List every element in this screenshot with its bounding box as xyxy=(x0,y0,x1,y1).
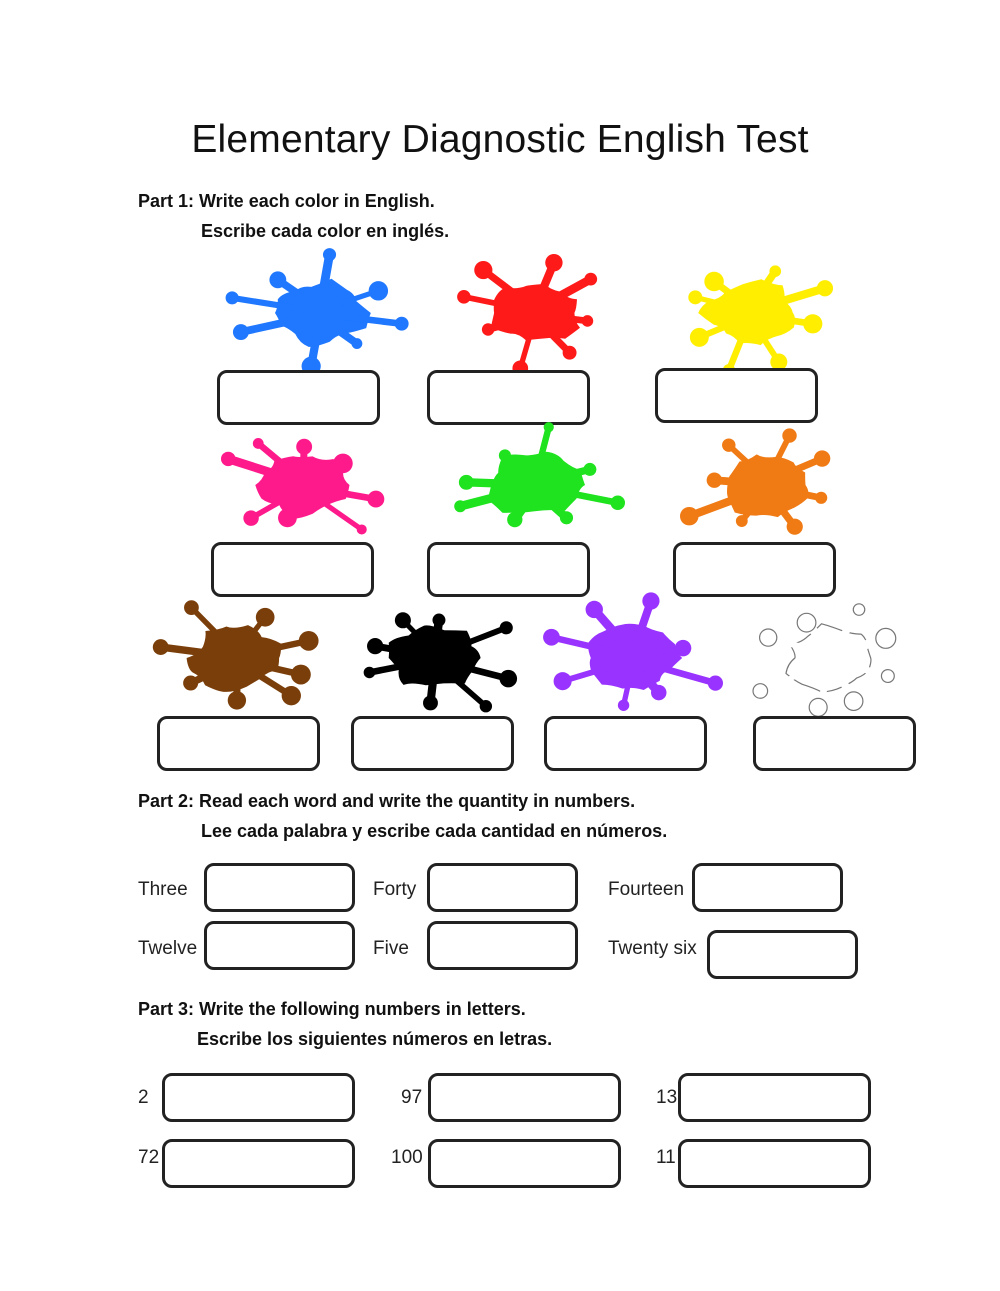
part1-subheading: Escribe cada color en inglés. xyxy=(201,221,450,241)
black-splat-drop xyxy=(395,612,411,628)
green-splat-drop xyxy=(507,512,522,527)
color-answer-blue[interactable] xyxy=(217,370,380,425)
part2-subheading: Lee cada palabra y escribe cada cantidad en números. xyxy=(201,821,668,841)
orange-splat-drop xyxy=(815,492,827,504)
brown-splat-drop xyxy=(153,639,169,655)
color-answer-pink[interactable] xyxy=(211,542,374,597)
blue-splat-drop xyxy=(352,338,363,349)
yellow-splat-drop xyxy=(803,314,822,333)
green-splat xyxy=(450,430,620,540)
purple-splat-drop xyxy=(708,676,723,691)
yellow-splat-drop xyxy=(817,280,833,296)
white-splat xyxy=(748,603,918,713)
number-answer-input[interactable] xyxy=(427,863,578,912)
number-answer-input[interactable] xyxy=(692,863,843,912)
blue-splat-drop xyxy=(369,281,388,300)
pink-splat-drop xyxy=(253,438,264,449)
color-answer-white[interactable] xyxy=(753,716,916,771)
red-splat-drop xyxy=(474,261,492,279)
orange-splat-drop xyxy=(787,519,803,535)
yellow-splat-drop xyxy=(704,272,723,291)
brown-splat-drop xyxy=(299,631,319,651)
pink-splat-drop xyxy=(221,452,235,466)
pink-splat-drop xyxy=(296,439,312,455)
green-splat-drop xyxy=(454,500,466,512)
number-answer-input[interactable] xyxy=(427,921,578,970)
green-splat-drop xyxy=(610,495,625,510)
red-splat-drop xyxy=(457,290,471,304)
number-answer-input[interactable] xyxy=(204,863,355,912)
blue-splat-drop xyxy=(395,317,409,331)
purple-splat-drop xyxy=(543,629,560,646)
black-splat-drop xyxy=(432,614,445,627)
black-splat-drop xyxy=(500,621,513,634)
red-splat xyxy=(450,258,620,368)
orange-splat-drop xyxy=(680,507,698,525)
purple-splat-drop xyxy=(675,640,692,657)
green-splat-drop xyxy=(560,511,573,524)
white-splat-drop xyxy=(881,670,894,683)
word-label: Fourteen xyxy=(608,879,685,900)
orange-splat-drop xyxy=(707,473,722,488)
black-splat-arm xyxy=(449,674,485,706)
white-splat-drop xyxy=(760,629,777,646)
purple-splat-body xyxy=(588,624,682,690)
blue-splat-drop xyxy=(233,324,249,340)
white-splat-drop xyxy=(844,692,863,711)
white-splat-drop xyxy=(853,604,864,615)
black-splat-drop xyxy=(367,638,383,654)
blue-splat xyxy=(235,258,405,368)
part1-heading: Part 1: Write each color in English. xyxy=(138,191,435,211)
pink-splat-drop xyxy=(278,508,297,527)
word-answer-input[interactable] xyxy=(428,1073,621,1122)
page-title: Elementary Diagnostic English Test xyxy=(191,118,809,161)
green-splat-drop xyxy=(459,475,474,490)
word-answer-input[interactable] xyxy=(162,1073,355,1122)
green-splat-drop xyxy=(583,463,596,476)
black-splat-drop xyxy=(364,667,376,679)
purple-splat-drop xyxy=(651,685,666,700)
pink-splat-drop xyxy=(367,491,384,508)
number-answer-input[interactable] xyxy=(204,921,355,970)
purple-splat-arm xyxy=(656,666,716,683)
green-splat-drop xyxy=(499,449,511,461)
orange-splat-drop xyxy=(782,428,796,442)
pink-splat-drop xyxy=(333,454,353,474)
black-splat-drop xyxy=(423,696,438,711)
color-answer-red[interactable] xyxy=(427,370,590,425)
brown-splat-drop xyxy=(184,600,199,615)
word-answer-input[interactable] xyxy=(162,1139,355,1188)
red-splat-drop xyxy=(584,273,597,286)
number-label: 72 xyxy=(138,1147,160,1168)
pink-splat xyxy=(218,430,388,540)
number-label: 13 xyxy=(656,1087,678,1108)
word-label: Forty xyxy=(373,879,417,900)
color-answer-black[interactable] xyxy=(351,716,514,771)
red-splat-drop xyxy=(545,254,562,271)
word-label: Three xyxy=(138,879,188,900)
purple-splat-drop xyxy=(642,592,659,609)
white-splat-drop xyxy=(809,698,827,716)
black-splat-drop xyxy=(480,700,492,712)
word-label: Twelve xyxy=(138,938,198,959)
purple-splat-drop xyxy=(554,672,572,690)
brown-splat-drop xyxy=(228,691,246,709)
yellow-splat-drop xyxy=(690,328,709,347)
red-splat-drop xyxy=(563,346,577,360)
number-answer-input[interactable] xyxy=(707,930,858,979)
color-answer-yellow[interactable] xyxy=(655,368,818,423)
orange-splat-drop xyxy=(814,450,830,466)
red-splat-drop xyxy=(582,315,594,327)
color-answer-brown[interactable] xyxy=(157,716,320,771)
color-answer-orange[interactable] xyxy=(673,542,836,597)
pink-splat-drop xyxy=(243,510,258,525)
color-answer-green[interactable] xyxy=(427,542,590,597)
number-label: 97 xyxy=(401,1087,423,1108)
brown-splat-drop xyxy=(291,665,311,685)
brown-splat xyxy=(152,603,322,713)
red-splat-drop xyxy=(482,323,494,335)
orange-splat xyxy=(682,430,852,540)
brown-splat-drop xyxy=(282,686,301,705)
word-answer-input[interactable] xyxy=(678,1073,871,1122)
number-label: 11 xyxy=(656,1147,676,1168)
white-splat-drop xyxy=(876,628,896,648)
brown-splat-drop xyxy=(183,676,198,691)
black-splat-drop xyxy=(500,670,518,688)
brown-splat-drop xyxy=(256,608,275,627)
blue-splat-drop xyxy=(323,248,336,261)
purple-splat-drop xyxy=(586,601,603,618)
blue-splat-drop xyxy=(269,271,286,288)
word-answer-input[interactable] xyxy=(428,1139,621,1188)
blue-splat-drop xyxy=(226,291,239,304)
word-answer-input[interactable] xyxy=(678,1139,871,1188)
word-label: Five xyxy=(373,938,409,959)
part3-subheading: Escribe los siguientes números en letras. xyxy=(197,1029,553,1049)
color-answer-purple[interactable] xyxy=(544,716,707,771)
pink-splat-arm xyxy=(320,500,362,529)
word-label: Twenty six xyxy=(608,938,697,959)
orange-splat-drop xyxy=(722,438,735,451)
part2-heading: Part 2: Read each word and write the quantity in numbers. xyxy=(138,791,636,811)
yellow-splat xyxy=(665,258,835,368)
black-splat xyxy=(350,603,520,713)
orange-splat-drop xyxy=(736,515,748,527)
part3-heading: Part 3: Write the following numbers in letters. xyxy=(138,999,526,1019)
green-splat-drop xyxy=(544,422,554,432)
purple-splat xyxy=(548,603,718,713)
number-label: 100 xyxy=(391,1147,423,1168)
number-label: 2 xyxy=(138,1087,149,1108)
yellow-splat-drop xyxy=(688,290,702,304)
yellow-splat-drop xyxy=(769,265,781,277)
purple-splat-drop xyxy=(618,700,629,711)
white-splat-drop xyxy=(753,684,768,699)
white-splat-drop xyxy=(797,613,816,632)
pink-splat-drop xyxy=(357,524,367,534)
